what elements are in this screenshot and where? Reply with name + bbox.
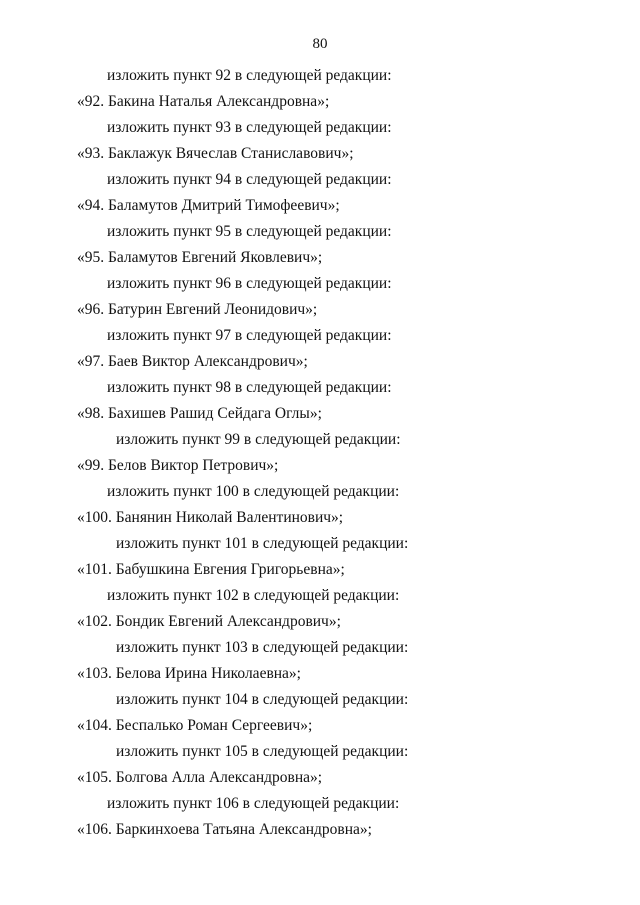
amendment-instruction: изложить пункт 101 в следующей редакции: — [116, 535, 409, 552]
list-entry: «100. Банянин Николай Валентинович»; — [77, 509, 344, 526]
amendment-instruction: изложить пункт 95 в следующей редакции: — [107, 223, 392, 240]
list-entry: «99. Белов Виктор Петрович»; — [77, 457, 279, 474]
amendment-instruction: изложить пункт 104 в следующей редакции: — [116, 691, 409, 708]
amendment-instruction: изложить пункт 99 в следующей редакции: — [116, 431, 401, 448]
list-entry: «97. Баев Виктор Александрович»; — [77, 353, 308, 370]
list-entry: «102. Бондик Евгений Александрович»; — [77, 613, 341, 630]
list-entry: «92. Бакина Наталья Александровна»; — [77, 93, 330, 110]
amendment-instruction: изложить пункт 96 в следующей редакции: — [107, 275, 392, 292]
list-entry: «94. Баламутов Дмитрий Тимофеевич»; — [77, 197, 340, 214]
amendment-instruction: изложить пункт 93 в следующей редакции: — [107, 119, 392, 136]
list-entry: «103. Белова Ирина Николаевна»; — [77, 665, 301, 682]
amendment-instruction: изложить пункт 105 в следующей редакции: — [116, 743, 409, 760]
amendment-instruction: изложить пункт 97 в следующей редакции: — [107, 327, 392, 344]
list-entry: «101. Бабушкина Евгения Григорьевна»; — [77, 561, 345, 578]
list-entry: «106. Баркинхоева Татьяна Александровна»; — [77, 821, 372, 838]
amendment-instruction: изложить пункт 106 в следующей редакции: — [107, 795, 400, 812]
amendment-instruction: изложить пункт 94 в следующей редакции: — [107, 171, 392, 188]
list-entry: «104. Беспалько Роман Сергеевич»; — [77, 717, 313, 734]
list-entry: «95. Баламутов Евгений Яковлевич»; — [77, 249, 323, 266]
list-entry: «98. Бахишев Рашид Сейдага Оглы»; — [77, 405, 322, 422]
amendment-instruction: изложить пункт 92 в следующей редакции: — [107, 67, 392, 84]
amendment-instruction: изложить пункт 103 в следующей редакции: — [116, 639, 409, 656]
list-entry: «96. Батурин Евгений Леонидович»; — [77, 301, 318, 318]
list-entry: «105. Болгова Алла Александровна»; — [77, 769, 323, 786]
amendment-instruction: изложить пункт 98 в следующей редакции: — [107, 379, 392, 396]
amendment-instruction: изложить пункт 100 в следующей редакции: — [107, 483, 400, 500]
page-number: 80 — [312, 36, 328, 52]
amendment-instruction: изложить пункт 102 в следующей редакции: — [107, 587, 400, 604]
list-entry: «93. Баклажук Вячеслав Станиславович»; — [77, 145, 354, 162]
document-body — [0, 63, 640, 843]
